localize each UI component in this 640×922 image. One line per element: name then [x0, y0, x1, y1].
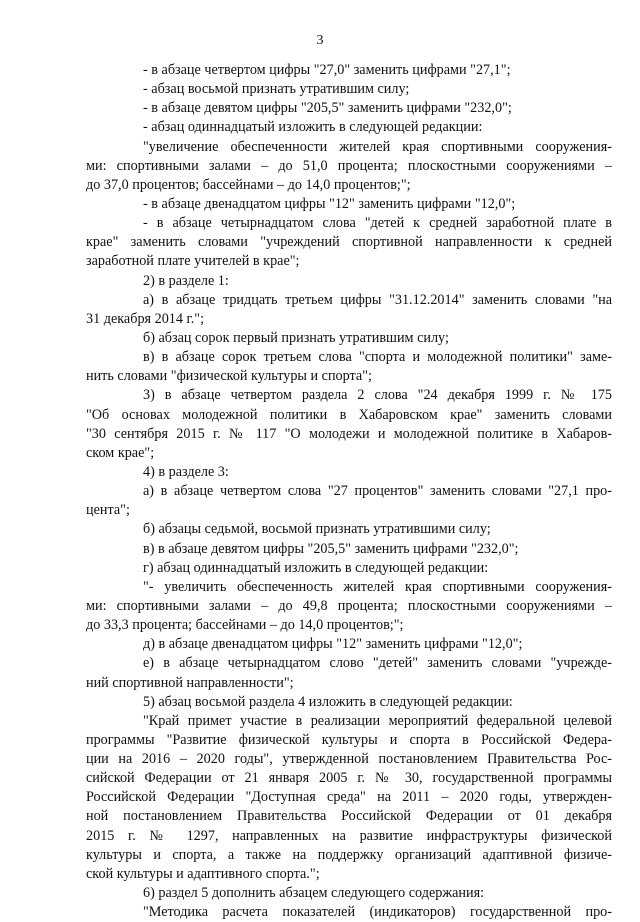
text-line: д) в абзаце двенадцатом цифры "12" заменить цифрами "12,0";: [143, 636, 523, 653]
text-line: "Методика расчета показателей (индикаторов) государственной про-: [143, 904, 612, 921]
text-line: в) в абзаце сорок третьем слова "спорта и молодежной политики" заме-: [143, 349, 612, 366]
text-line: нить словами "физической культуры и спорта";: [86, 368, 372, 385]
text-line: ской культуры и адаптивного спорта.";: [86, 865, 320, 882]
text-line: программы "Развитие физической культуры и спорта в Российской Федера-: [86, 731, 612, 748]
text-line: в) в абзаце девятом цифры "205,5" заменить цифрами "232,0";: [143, 540, 519, 557]
text-line: - абзац восьмой признать утратившим силу;: [143, 81, 410, 98]
text-line: е) в абзаце четырнадцатом слово "детей" заменить словами "учрежде-: [143, 655, 612, 672]
text-line: - в абзаце четырнадцатом слова "детей к средней заработной плате в: [143, 215, 612, 232]
text-line: заработной плате учителей в крае";: [86, 253, 300, 270]
text-line: "Край примет участие в реализации мероприятий федеральной целевой: [143, 712, 612, 729]
text-line: "увеличение обеспеченности жителей края спортивными сооружения-: [143, 138, 612, 155]
text-line: - в абзаце двенадцатом цифры "12" заменить цифрами "12,0";: [143, 195, 516, 212]
text-line: культуры и спорта, а также на поддержку организаций адаптивной физиче-: [86, 846, 612, 863]
text-line: Российской Федерации "Доступная среда" на 2011 – 2020 годы, утвержден-: [86, 789, 612, 806]
text-line: ной постановлением Правительства Российской Федерации от 01 декабря: [86, 808, 612, 825]
text-line: ми: спортивными залами – до 51,0 процента; плоскостными сооружениями –: [86, 157, 612, 174]
text-line: "Об основах молодежной политики в Хабаровском крае" заменить словами: [86, 406, 612, 423]
text-line: цента";: [86, 502, 130, 519]
text-line: "- увеличить обеспеченность жителей края спортивными сооружения-: [143, 578, 612, 595]
text-line: ми: спортивными залами – до 49,8 процента; плоскостными сооружениями –: [86, 597, 612, 614]
text-line: г) абзац одиннадцатый изложить в следующей редакции:: [143, 559, 489, 576]
text-line: 2) в разделе 1:: [143, 272, 229, 289]
text-line: 6) раздел 5 дополнить абзацем следующего содержания:: [143, 885, 485, 902]
text-line: 31 декабря 2014 г.";: [86, 310, 205, 327]
text-line: 5) абзац восьмой раздела 4 изложить в следующей редакции:: [143, 693, 513, 710]
text-line: до 37,0 процентов; бассейнами – до 14,0 процентов;";: [86, 176, 411, 193]
document-body: [86, 61, 612, 922]
text-line: 4) в разделе 3:: [143, 463, 229, 480]
text-line: - абзац одиннадцатый изложить в следующей редакции:: [143, 119, 483, 136]
text-line: ском крае";: [86, 444, 155, 461]
text-line: б) абзац сорок первый признать утратившим силу;: [143, 329, 449, 346]
text-line: а) в абзаце четвертом слова "27 процентов" заменить словами "27,1 про-: [143, 483, 612, 500]
text-line: крае" заменить словами "учреждений спортивной направленности к средней: [86, 234, 612, 251]
text-line: ции на 2016 – 2020 годы", утвержденной постановлением Правительства Рос-: [86, 751, 612, 768]
text-line: 3) в абзаце четвертом раздела 2 слова "24 декабря 1999 г. № 175: [143, 387, 612, 404]
text-line: - в абзаце четвертом цифры "27,0" заменить цифрами "27,1";: [143, 62, 511, 78]
text-line: сийской Федерации от 21 января 2005 г. № 30, государственной программы: [86, 770, 612, 787]
text-line: "30 сентября 2015 г. № 117 "О молодежи и молодежной политике в Хабаров-: [86, 425, 612, 442]
text-line: до 33,3 процента; бассейнами – до 14,0 процентов;";: [86, 617, 404, 634]
text-line: ний спортивной направленности";: [86, 674, 294, 691]
text-line: б) абзацы седьмой, восьмой признать утратившими силу;: [143, 521, 491, 538]
page-number: 3: [316, 33, 324, 48]
text-line: 2015 г. № 1297, направленных на развитие инфраструктуры физической: [86, 827, 612, 844]
text-line: а) в абзаце тридцать третьем цифры "31.12.2014" заменить словами "на: [143, 291, 612, 308]
text-line: - в абзаце девятом цифры "205,5" заменить цифрами "232,0";: [143, 100, 512, 117]
